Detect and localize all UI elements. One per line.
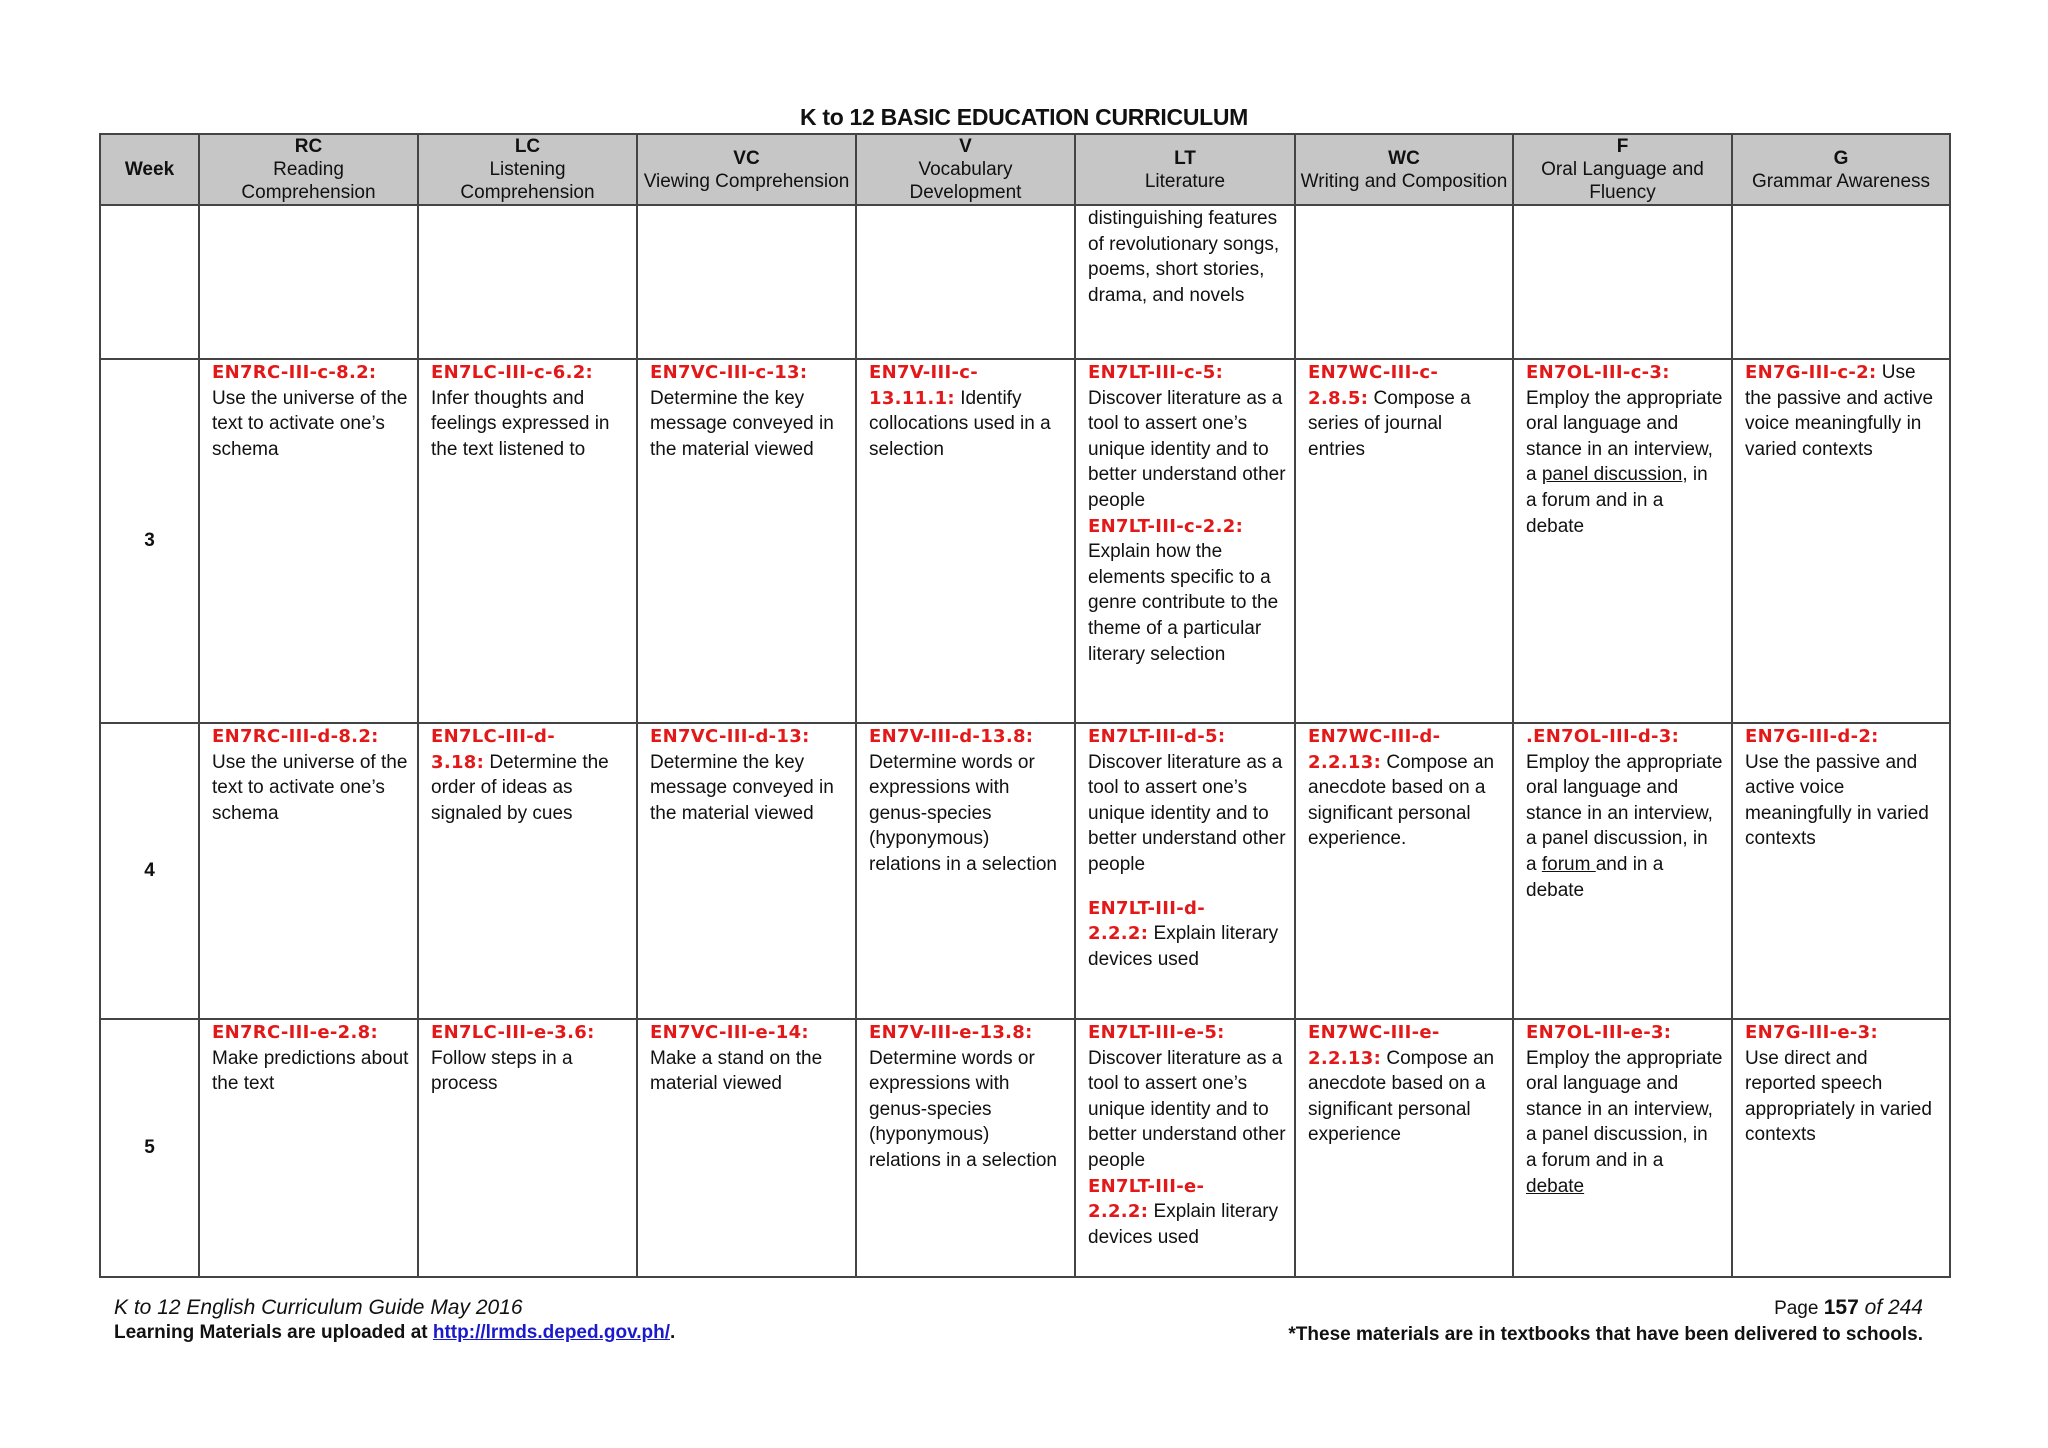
header-v: [856, 134, 1075, 205]
competency-text: Explain literary devices used: [1088, 923, 1279, 970]
header-abbr: G: [1833, 147, 1849, 169]
competency-text: Use the passive and active voice meaningfully in varied contexts: [1745, 362, 1934, 460]
lrmds-link[interactable]: http://lrmds.deped.gov.ph/: [432, 1322, 671, 1343]
competency-code: EN7LC-III-e-3.6:: [431, 1022, 595, 1043]
page-info: [1288, 1296, 1923, 1320]
competency-code: .EN7OL-III-d-3:: [1526, 726, 1680, 747]
competency-code: EN7LT-III-d-: [1088, 897, 1205, 919]
competency-text: a: [1526, 464, 1537, 486]
competency-text: Make predictions about the text: [212, 1047, 409, 1095]
competency-code: EN7V-III-d-13.8:: [869, 726, 1034, 747]
header-full: Viewing Comprehension: [643, 170, 850, 192]
competency-text: Discover literature as a tool to assert one’s unique identity and to better understand other people: [1088, 1047, 1286, 1171]
wc-cell: [1295, 359, 1513, 723]
lt-cell: [1075, 1019, 1295, 1277]
table-row-week-4: [100, 723, 1950, 1019]
competency-text: Explain literary devices used: [1088, 1201, 1279, 1248]
competency-text: Use the universe of the text to activate one’s schema: [212, 751, 408, 824]
lt-cell: [1075, 723, 1295, 1019]
header-abbr: F: [1616, 136, 1629, 157]
competency-text: and in a debate: [1526, 853, 1664, 901]
competency-code: EN7LC-III-c-6.2:: [431, 362, 594, 383]
footer-right: [1288, 1296, 1923, 1346]
table-row-continuation: [100, 205, 1950, 359]
header-f: [1513, 134, 1732, 205]
vc-cell: [637, 723, 856, 1019]
curriculum-table: [99, 133, 1951, 1278]
header-g: [1732, 134, 1950, 205]
competency-text: Employ the appropriate oral language and stance in an interview, a panel discussion, in a: [1526, 751, 1723, 875]
header-full: Writing and Composition: [1300, 170, 1508, 192]
g-cell: [1732, 1019, 1950, 1277]
competency-text: Discover literature as a tool to assert one’s unique identity and to better understand other people: [1088, 387, 1286, 511]
delivery-note: *These materials are in textbooks that have been delivered to schools.: [1288, 1324, 1923, 1345]
table-row-week-5: [100, 1019, 1950, 1277]
lc-cell: [418, 205, 637, 359]
competency-code: EN7LT-III-d-5:: [1088, 726, 1226, 747]
header-full: Grammar Awareness: [1751, 170, 1931, 192]
competency-text: Compose an anecdote based on a significant personal experience.: [1308, 751, 1495, 850]
header-abbr: LC: [514, 136, 541, 157]
competency-text: , in a forum and in a debate: [1526, 464, 1708, 537]
competency-code: EN7LT-III-e-5:: [1088, 1022, 1225, 1043]
page-title: K to 12 BASIC EDUCATION CURRICULUM: [799, 104, 1249, 130]
v-cell: [856, 205, 1075, 359]
vc-cell: [637, 359, 856, 723]
vc-cell: [637, 205, 856, 359]
competency-code: EN7V-III-e-13.8:: [869, 1022, 1033, 1043]
table-row-week-3: [100, 359, 1950, 723]
header-row: [100, 134, 1950, 205]
competency-code: EN7LC-III-d-: [431, 726, 555, 747]
f-cell: [1513, 1019, 1732, 1277]
competency-text: Use the passive and active voice meaningfully in varied contexts: [1745, 751, 1929, 850]
competency-text: Follow steps in a process: [431, 1047, 573, 1095]
competency-text: Infer thoughts and feelings expressed in the text listened to: [431, 387, 610, 460]
lc-cell: [418, 723, 637, 1019]
competency-text: forum: [1541, 853, 1596, 875]
header-abbr: WC: [1388, 147, 1420, 169]
header-vc: [637, 134, 856, 205]
v-cell: [856, 359, 1075, 723]
competency-code: EN7VC-III-d-13:: [650, 726, 810, 747]
header-full: Vocabulary Development: [909, 159, 1022, 203]
header-lc: [418, 134, 637, 205]
competency-text: Discover literature as a tool to assert one’s unique identity and to better understand other people: [1088, 751, 1286, 875]
competency-code: EN7V-III-c-: [869, 362, 978, 383]
g-cell: [1732, 359, 1950, 723]
rc-cell: [199, 1019, 418, 1277]
competency-text: Use the universe of the text to activate one’s schema: [212, 387, 408, 460]
competency-code: EN7LT-III-e-: [1088, 1175, 1205, 1197]
competency-code: EN7VC-III-c-13:: [650, 362, 808, 383]
competency-code: EN7OL-III-c-3:: [1526, 362, 1670, 383]
competency-code: 2.2.2:: [1088, 1201, 1149, 1223]
competency-code: EN7WC-III-d-: [1308, 726, 1441, 747]
lm-suffix: .: [670, 1322, 676, 1343]
competency-code: EN7G-III-c-2:: [1745, 362, 1877, 383]
header-abbr: LT: [1174, 147, 1196, 169]
footer-left: [114, 1296, 675, 1344]
header-full: Oral Language and Fluency: [1541, 159, 1704, 203]
lm-prefix: Learning Materials are uploaded at: [114, 1322, 433, 1343]
competency-text: Make a stand on the material viewed: [650, 1047, 823, 1095]
competency-text: Determine words or expressions with genus-species (hyponymous) relations in a selection: [869, 1047, 1057, 1171]
header-abbr: RC: [294, 136, 323, 157]
wc-cell: [1295, 1019, 1513, 1277]
competency-code: 3.18:: [431, 751, 485, 773]
competency-code: EN7WC-III-e-: [1308, 1022, 1440, 1043]
competency-text: Compose an anecdote based on a significant personal experience: [1308, 1047, 1495, 1146]
v-cell: [856, 1019, 1075, 1277]
lt-cell: [1075, 359, 1295, 723]
page-label: Page: [1774, 1298, 1824, 1319]
lt-cell: [1075, 205, 1295, 359]
competency-code: 2.8.5:: [1308, 387, 1369, 409]
competency-text: panel discussion: [1541, 464, 1683, 486]
header-full: Listening Comprehension: [460, 159, 595, 203]
competency-code: EN7RC-III-e-2.8:: [212, 1022, 378, 1043]
lc-cell: [418, 359, 637, 723]
page-total: of 244: [1858, 1296, 1923, 1319]
competency-text: distinguishing features of revolutionary songs, poems, short stories, drama, and novels: [1088, 208, 1280, 306]
week-number: 4: [100, 723, 199, 1019]
rc-cell: [199, 205, 418, 359]
header-full: Literature: [1144, 170, 1226, 192]
competency-text: Determine the key message conveyed in the material viewed: [650, 751, 834, 824]
wc-cell: [1295, 205, 1513, 359]
competency-code: EN7OL-III-e-3:: [1526, 1022, 1672, 1043]
competency-code: 13.11.1:: [869, 387, 955, 409]
competency-text: Compose a series of journal entries: [1308, 387, 1471, 460]
competency-text: Determine the order of ideas as signaled by cues: [431, 751, 609, 824]
week-number: 5: [100, 1019, 199, 1277]
v-cell: [856, 723, 1075, 1019]
header-abbr: VC: [733, 147, 760, 169]
competency-code: EN7G-III-e-3:: [1745, 1022, 1878, 1043]
competency-code: 2.2.13:: [1308, 751, 1382, 773]
competency-code: EN7LT-III-c-5:: [1088, 362, 1224, 383]
rc-cell: [199, 723, 418, 1019]
header-full: Reading Comprehension: [241, 159, 376, 203]
g-cell: [1732, 723, 1950, 1019]
week-number: 3: [100, 359, 199, 723]
header-wc: [1295, 134, 1513, 205]
lc-cell: [418, 1019, 637, 1277]
competency-code: EN7RC-III-d-8.2:: [212, 726, 379, 747]
competency-code: 2.2.2:: [1088, 923, 1149, 945]
f-cell: [1513, 723, 1732, 1019]
vc-cell: [637, 1019, 856, 1277]
competency-text: Determine the key message conveyed in the material viewed: [650, 387, 834, 460]
competency-code: EN7RC-III-c-8.2:: [212, 362, 377, 383]
f-cell: [1513, 359, 1732, 723]
competency-code: EN7WC-III-c-: [1308, 362, 1439, 383]
competency-code: EN7LT-III-c-2.2:: [1088, 515, 1244, 537]
g-cell: [1732, 205, 1950, 359]
week-cell: [100, 205, 199, 359]
competency-text: Use direct and reported speech appropriately in varied contexts: [1745, 1047, 1932, 1146]
competency-text: Explain how the elements specific to a genre contribute to the theme of a particular literary selection: [1088, 541, 1279, 665]
guide-title: K to 12 English Curriculum Guide May 2016: [114, 1296, 523, 1319]
competency-code: EN7G-III-d-2:: [1745, 726, 1879, 747]
competency-text: debate: [1526, 1175, 1585, 1197]
learning-materials-note: [114, 1322, 675, 1344]
competency-code: 2.2.13:: [1308, 1047, 1382, 1069]
page-number: 157: [1823, 1296, 1859, 1319]
rc-cell: [199, 359, 418, 723]
f-cell: [1513, 205, 1732, 359]
header-abbr: V: [959, 136, 972, 157]
header-rc: [199, 134, 418, 205]
competency-code: EN7VC-III-e-14:: [650, 1022, 809, 1043]
competency-text: Identify collocations used in a selection: [869, 387, 1051, 460]
competency-text: Employ the appropriate oral language and stance in an interview,: [1526, 387, 1723, 460]
header-week: Week: [100, 134, 199, 205]
competency-text: Employ the appropriate oral language and stance in an interview, a panel discussion, in a forum and in a: [1526, 1047, 1723, 1171]
competency-text: Determine words or expressions with genus-species (hyponymous) relations in a selection: [869, 751, 1057, 875]
header-lt: [1075, 134, 1295, 205]
wc-cell: [1295, 723, 1513, 1019]
